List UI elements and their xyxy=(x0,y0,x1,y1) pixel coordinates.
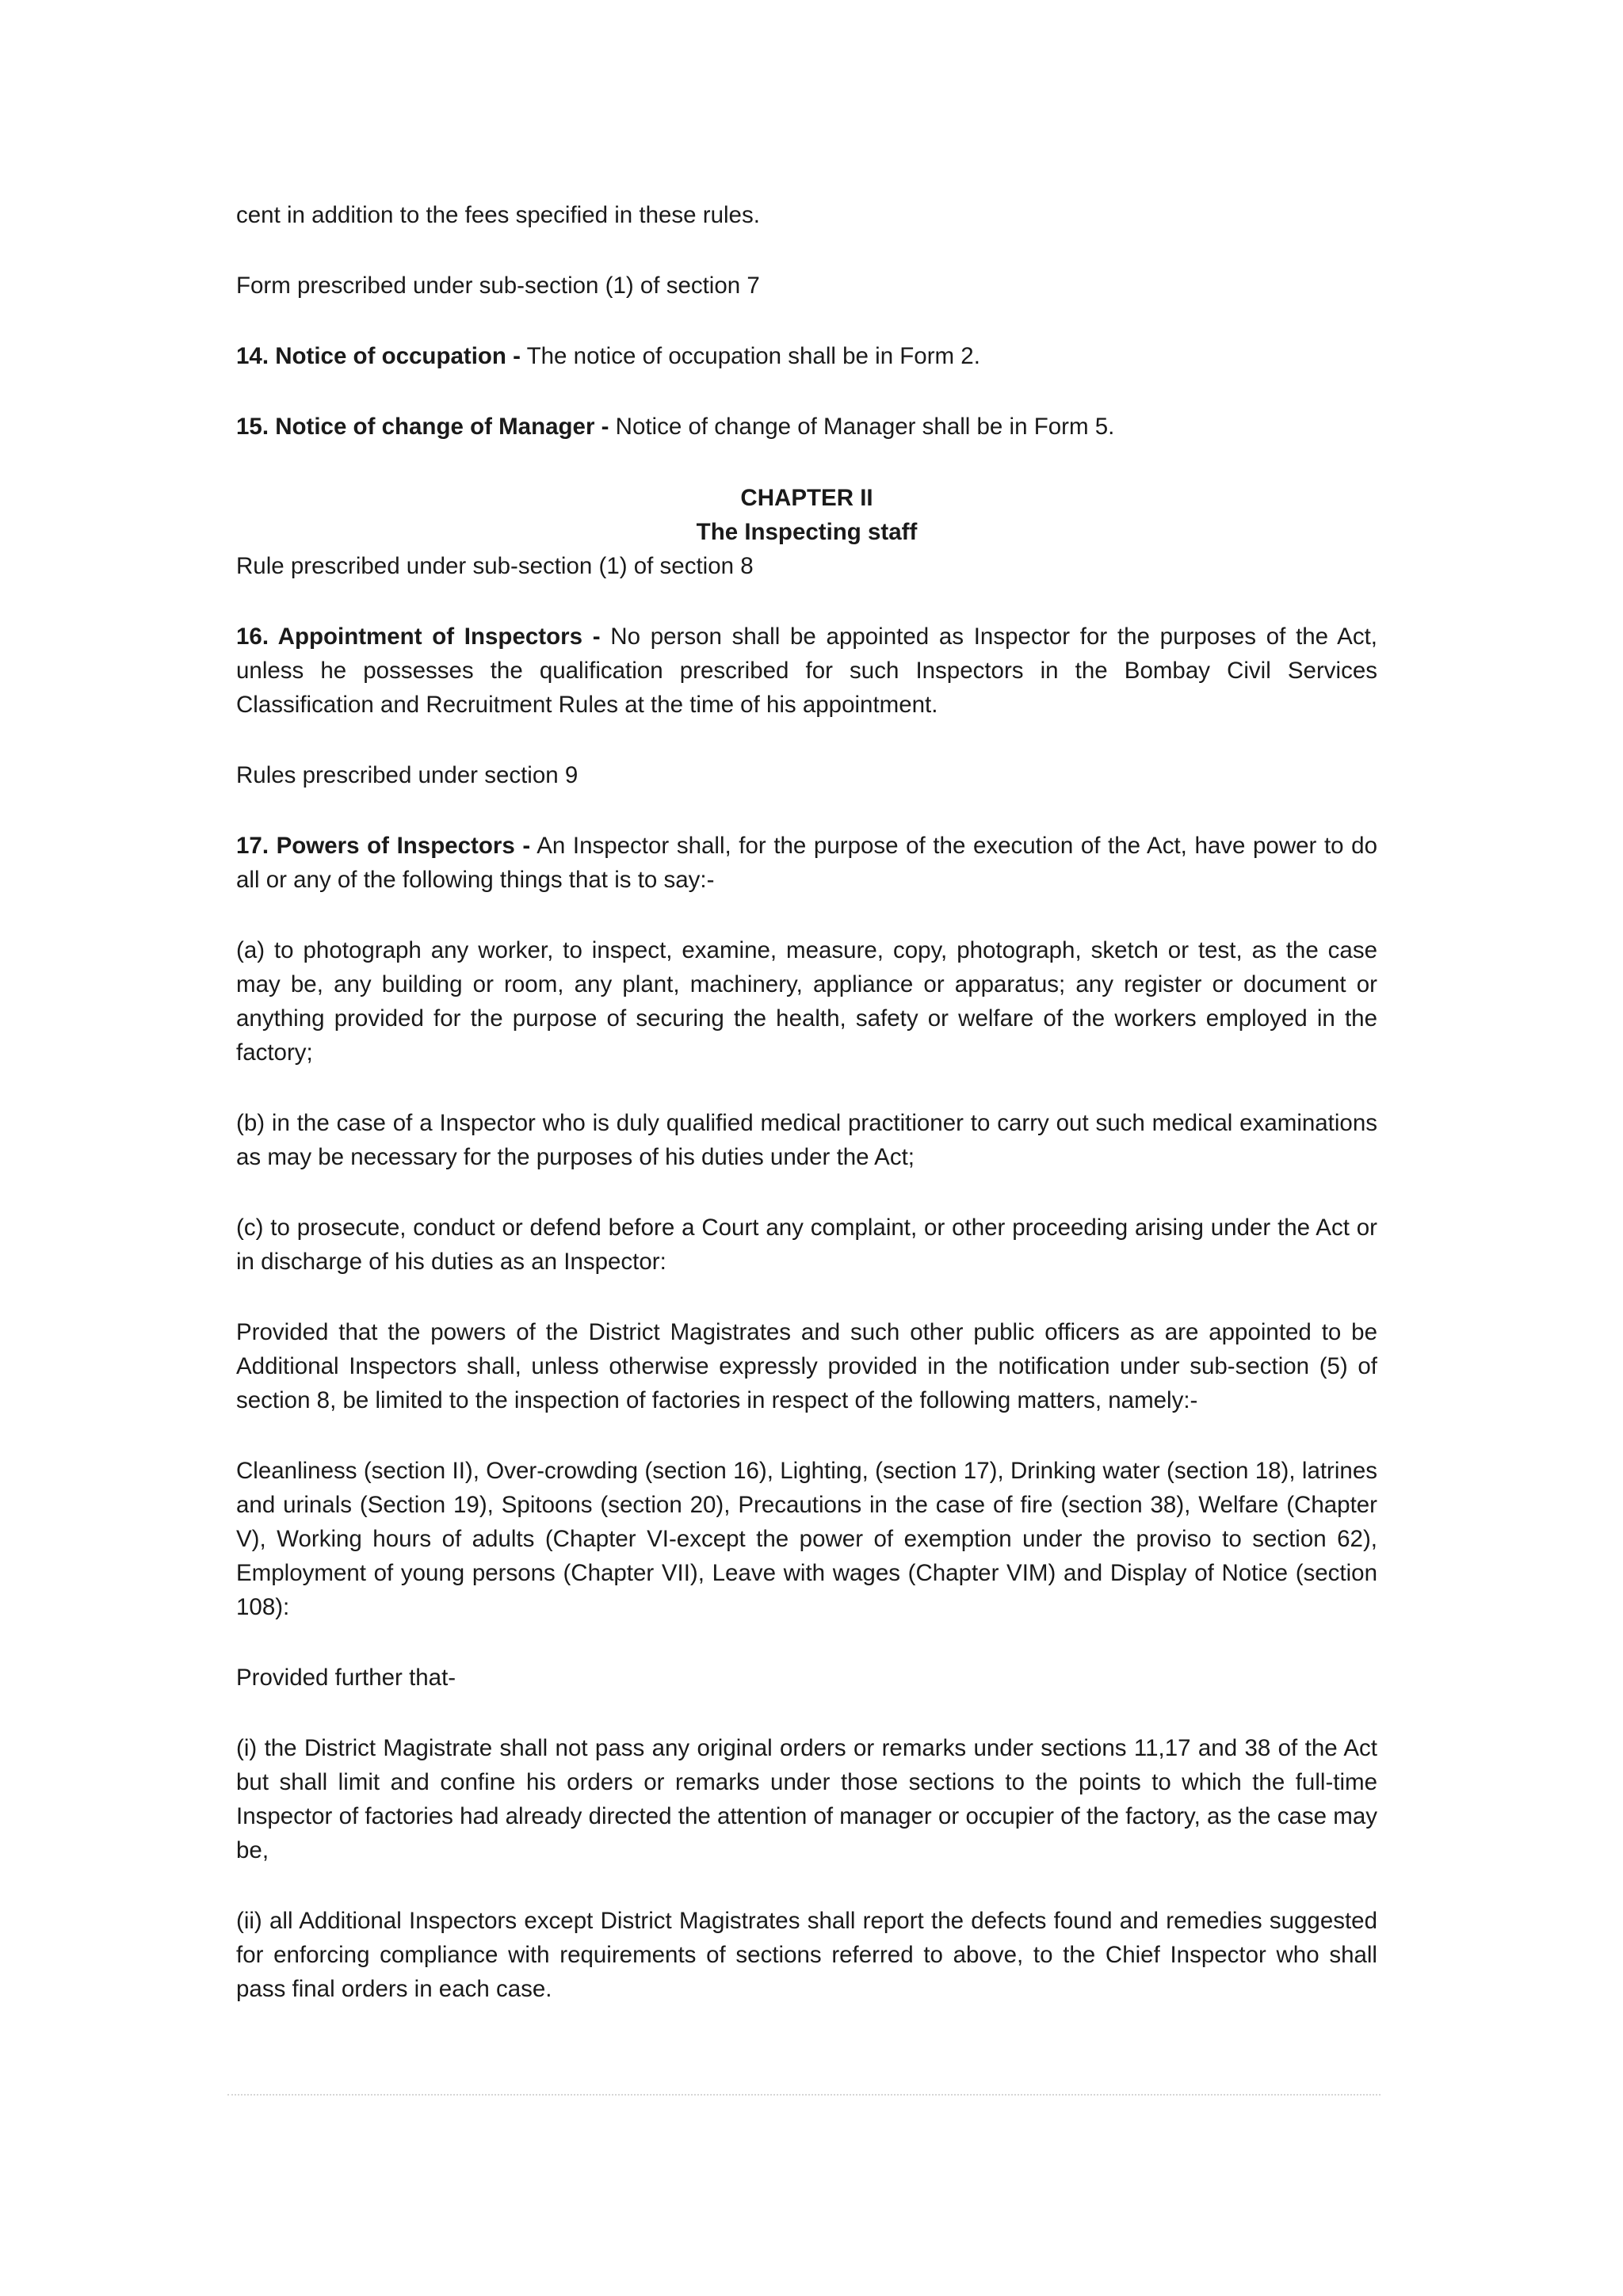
matters-list: Cleanliness (section II), Over-crowding (section 16), Lighting, (section 17), Drinking water (section 18), latrines and urinals (Section 19), Spitoons (section 20), Precautions in the case of fire (section 38), Welfare (Chapter V), Working hours of adults (Chapter VI-except the power of exemption under the proviso to section 62), Employment of young persons (Chapter VII), Leave with wages (Chapter VIM) and Display of Notice (section 108): xyxy=(236,1458,1377,1620)
rule-17-text: An Inspector shall, for the purpose of the execution of the Act, have power to do all or any of the following things that is to say:- xyxy=(236,833,1377,893)
page-footer-divider xyxy=(227,2094,1381,2096)
rule-14-title: 14. Notice of occupation - xyxy=(236,343,521,369)
chapter-heading: CHAPTER II xyxy=(740,485,873,511)
rules-prescribed-section-9: Rules prescribed under section 9 xyxy=(236,762,579,788)
rule-prescribed-section-8: Rule prescribed under sub-section (1) of section 8 xyxy=(236,553,754,579)
rule-16-text: No person shall be appointed as Inspector for the purposes of the Act, unless he possesses the qualification prescribed for such Inspectors in the Bombay Civil Services Classification and Recruitment Rules at the time of his appointment. xyxy=(236,624,1377,718)
rule-15-title: 15. Notice of change of Manager - xyxy=(236,414,609,440)
clause-i: (i) the District Magistrate shall not pass any original orders or remarks under sections 11,17 and 38 of the Act but shall limit and confine his orders or remarks under those sections to the points to which the full-time Inspector of factories had already directed the attention of manager or occupier of the factory, as the case may be, xyxy=(236,1735,1377,1863)
clause-ii: (ii) all Additional Inspectors except District Magistrates shall report the defects found and remedies suggested for enforcing compliance with requirements of sections referred to above, to the Chief Inspector who shall pass final orders in each case. xyxy=(236,1908,1377,2002)
rule-17-title: 17. Powers of Inspectors - xyxy=(236,833,531,859)
proviso-1: Provided that the powers of the District Magistrates and such other public officers as are appointed to be Additional Inspectors shall, unless otherwise expressly provided in the notification under sub-section (5) of section 8, be limited to the inspection of factories in respect of the following matters, namely:- xyxy=(236,1319,1377,1413)
form-prescribed-section-7: Form prescribed under sub-section (1) of section 7 xyxy=(236,273,760,299)
intro-line: cent in addition to the fees specified in these rules. xyxy=(236,202,760,228)
rule-14-text: The notice of occupation shall be in Form 2. xyxy=(520,343,980,369)
rule-14 xyxy=(236,339,1377,373)
clause-c: (c) to prosecute, conduct or defend before a Court any complaint, or other proceeding arising under the Act or in discharge of his duties as an Inspector: xyxy=(236,1215,1377,1275)
rule-15-text: Notice of change of Manager shall be in Form 5. xyxy=(609,414,1115,440)
rule-16-title: 16. Appointment of Inspectors - xyxy=(236,624,601,650)
rule-16 xyxy=(236,620,1377,722)
proviso-further: Provided further that- xyxy=(236,1665,456,1691)
chapter-subheading: The Inspecting staff xyxy=(696,519,918,545)
rule-17 xyxy=(236,829,1377,897)
document-page xyxy=(236,198,1377,2006)
rule-15 xyxy=(236,410,1377,444)
clause-a: (a) to photograph any worker, to inspect, examine, measure, copy, photograph, sketch or test, as the case may be, any building or room, any plant, machinery, appliance or apparatus; any register or document or anything provided for the purpose of securing the health, safety or welfare of the workers employed in the factory; xyxy=(236,937,1377,1066)
clause-b: (b) in the case of a Inspector who is duly qualified medical practitioner to carry out such medical examinations as may be necessary for the purposes of his duties under the Act; xyxy=(236,1110,1377,1170)
